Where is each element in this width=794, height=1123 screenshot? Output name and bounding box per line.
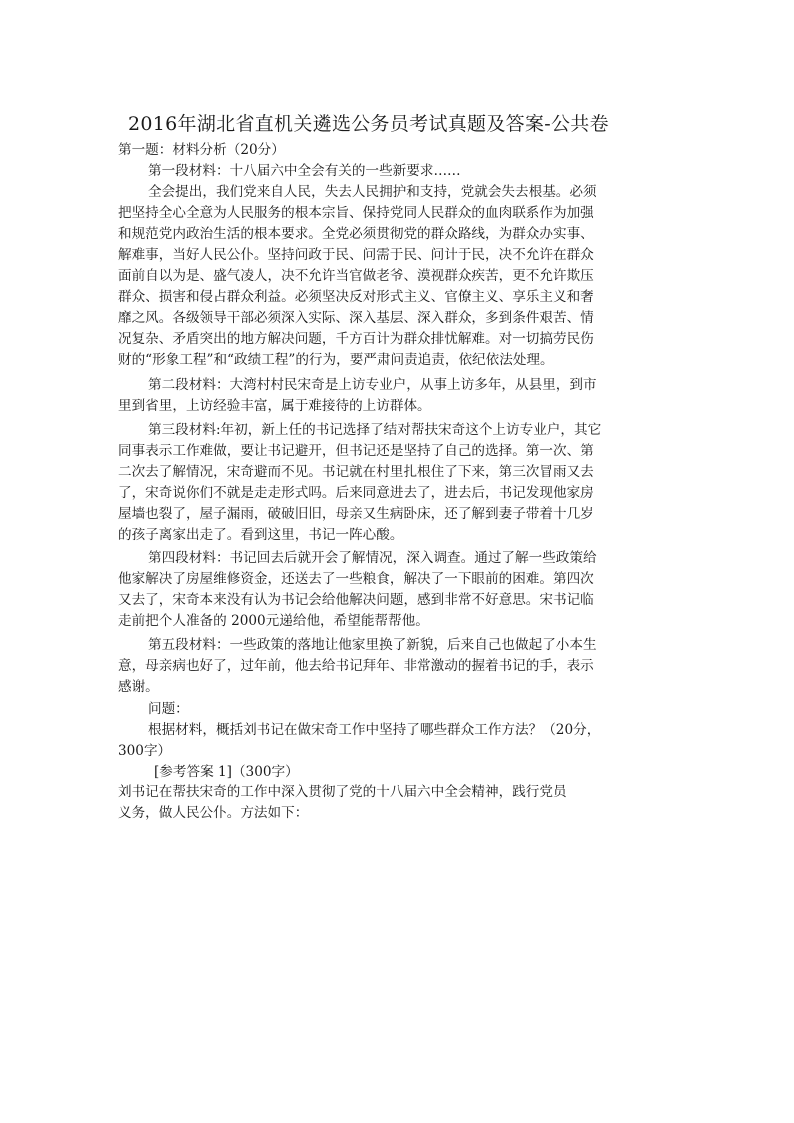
answer-heading: [参考答案 1]（300字） <box>154 764 299 780</box>
document-title: 2016年湖北省直机关遴选公务员考试真题及答案-公共卷 <box>128 113 609 135</box>
material2-line: 第二段材料：大湾村村民宋奇是上访专业户，从事上访多年，从县里，到市 <box>148 377 597 393</box>
material3-line: 的孩子离家出走了。看到这里，书记一阵心酸。 <box>118 527 404 543</box>
material1-heading: 第一段材料：十八届六中全会有关的一些新要求…… <box>148 163 461 179</box>
material5-line: 第五段材料：一些政策的落地让他家里换了新貌，后来自己也做起了小本生 <box>148 637 597 653</box>
material1-line: 靡之风。各级领导干部必须深入实际、深入基层、深入群众，多到条件艰苦、情 <box>118 310 594 326</box>
material5-line: 意，母亲病也好了，过年前，他去给书记拜年、非常激动的握着书记的手，表示 <box>118 658 594 674</box>
material1-line: 解难事，当好人民公仆。坚持问政于民、问需于民、问计于民，决不允许在群众 <box>118 247 594 263</box>
material3-line: 第三段材料:年初，新上任的书记选择了结对帮扶宋奇这个上访专业户，其它 <box>148 422 602 438</box>
question-label: 问题： <box>148 701 189 717</box>
answer-line: 刘书记在帮扶宋奇的工作中深入贯彻了党的十八届六中全会精神，践行党员 <box>118 784 567 800</box>
material1-line: 况复杂、矛盾突出的地方解决问题，千方百计为群众排忧解难。对一切搞劳民伤 <box>118 331 594 347</box>
material3-line: 二次去了解情况，宋奇避而不见。书记就在村里扎根住了下来，第三次冒雨又去 <box>118 464 594 480</box>
material1-line: 把坚持全心全意为人民服务的根本宗旨、保持党同人民群众的血肉联系作为加强 <box>118 205 594 221</box>
material4-line: 他家解决了房屋维修资金，还送去了一些粮食，解决了一下眼前的困难。第四次 <box>118 571 594 587</box>
material4-line: 走前把个人准备的 2000元递给他，希望能帮帮他。 <box>118 613 429 629</box>
question-text-line: 300字） <box>118 743 172 759</box>
material1-line: 和规范党内政治生活的根本要求。全党必须贯彻党的群众路线，为群众办实事、 <box>118 226 594 242</box>
question-text-line: 根据材料，概括刘书记在做宋奇工作中坚持了哪些群众工作方法？（20分， <box>148 722 601 738</box>
material2-line: 里到省里，上访经验丰富，属于难接待的上访群体。 <box>118 398 431 414</box>
answer-line: 义务，做人民公仆。方法如下： <box>118 805 309 821</box>
material3-line: 同事表示工作难做，要让书记避开，但书记还是坚持了自己的选择。第一次、第 <box>118 443 594 459</box>
material4-line: 又去了，宋奇本来没有认为书记会给他解决问题，感到非常不好意思。宋书记临 <box>118 592 594 608</box>
material1-line: 面前自以为是、盛气凌人，决不允许当官做老爷、漠视群众疾苦，更不允许欺压 <box>118 268 594 284</box>
material1-line: 群众、损害和侵占群众利益。必须坚决反对形式主义、官僚主义、享乐主义和奢 <box>118 289 594 305</box>
material1-line: 全会提出，我们党来自人民，失去人民拥护和支持，党就会失去根基。必须 <box>148 184 597 200</box>
material3-line: 了，宋奇说你们不就是走走形式吗。后来同意进去了，进去后，书记发现他家房 <box>118 485 594 501</box>
material5-line: 感谢。 <box>118 679 159 695</box>
material3-line: 屋墙也裂了，屋子漏雨，破破旧旧，母亲又生病卧床，还了解到妻子带着十几岁 <box>118 506 594 522</box>
material4-line: 第四段材料：书记回去后就开会了解情况，深入调查。通过了解一些政策给 <box>148 550 597 566</box>
question1-heading: 第一题：材料分析（20分） <box>118 142 285 158</box>
material1-line: 财的“形象工程”和“政绩工程”的行为，要严肃问责追责，依纪依法处理。 <box>118 352 554 368</box>
